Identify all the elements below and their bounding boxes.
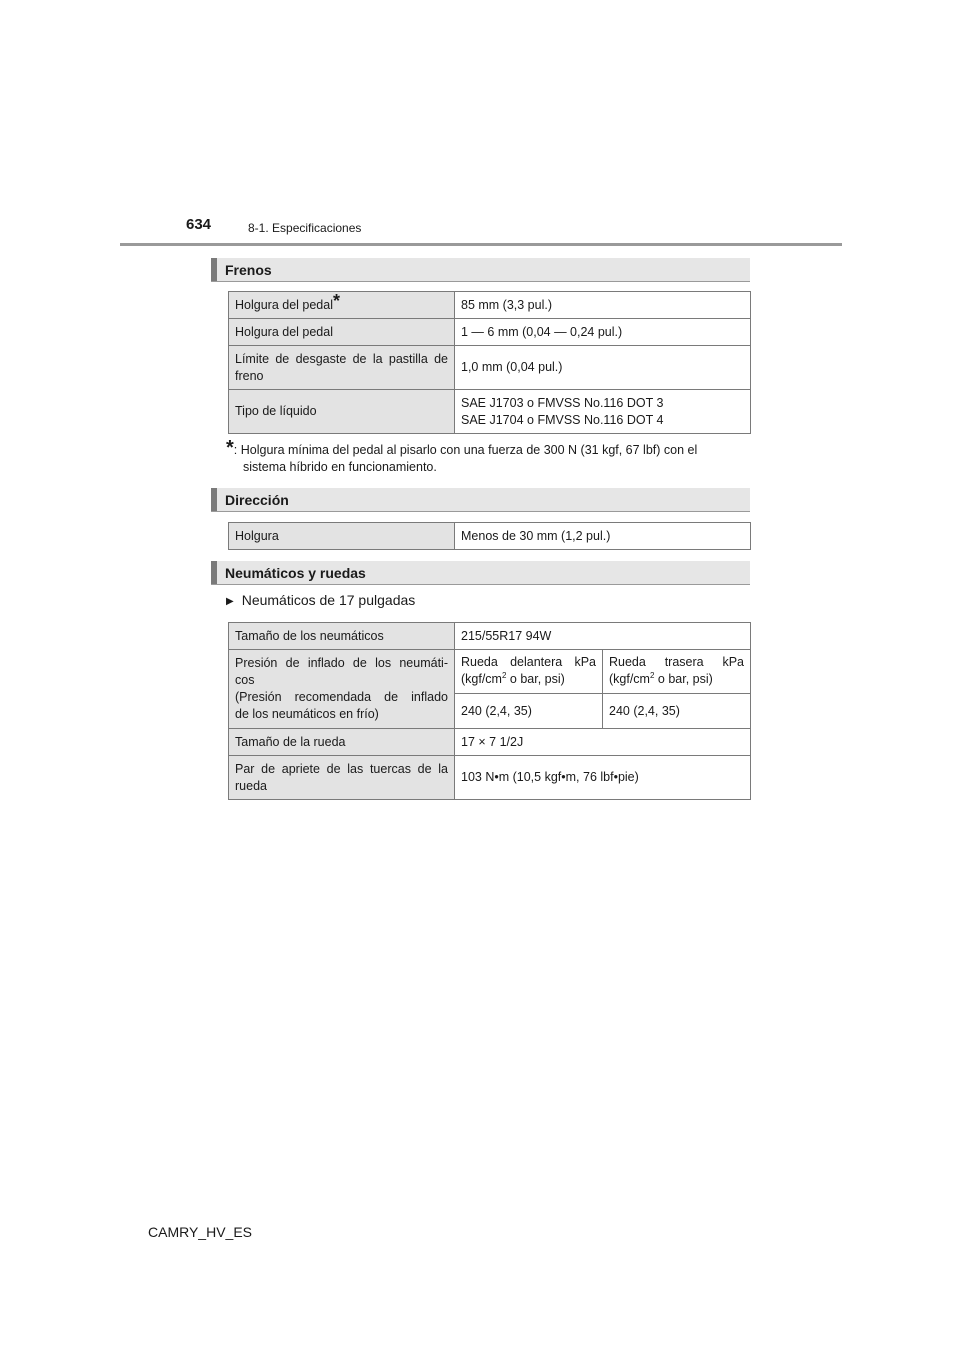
row-value: 1 — 6 mm (0,04 — 0,24 pul.) bbox=[455, 319, 751, 346]
footnote-star: * bbox=[333, 290, 341, 311]
row-label: Par de apriete de las tuercas de la rueda bbox=[229, 756, 455, 800]
neumaticos-title: Neumáticos y ruedas bbox=[225, 565, 366, 581]
frenos-table bbox=[228, 291, 751, 434]
table-row bbox=[229, 650, 751, 694]
table-row bbox=[229, 623, 751, 650]
page-number: 634 bbox=[186, 216, 212, 233]
row-value: 1,0 mm (0,04 pul.) bbox=[455, 346, 751, 390]
row-value: 103 N•m (10,5 kgf•m, 76 lbf•pie) bbox=[455, 756, 751, 800]
row-value: 85 mm (3,3 pul.) bbox=[455, 292, 751, 319]
neumaticos-heading bbox=[211, 561, 750, 585]
row-label: Tamaño de la rueda bbox=[229, 729, 455, 756]
row-label: Holgura del pedal* bbox=[229, 292, 455, 319]
front-wheel-header: Rueda delantera kPa ($kgf/cm^2$ o bar, psi) bbox=[455, 650, 603, 694]
tire-subtitle: ▶ Neumáticos de 17 pulgadas bbox=[226, 592, 416, 608]
row-label: Tipo de líquido bbox=[229, 390, 455, 434]
table-row bbox=[229, 390, 751, 434]
table-row bbox=[229, 756, 751, 800]
table-row bbox=[229, 346, 751, 390]
neumaticos-table bbox=[228, 622, 751, 800]
doc-code: CAMRY_HV_ES bbox=[148, 1224, 253, 1240]
row-label: Tamaño de los neumáticos bbox=[229, 623, 455, 650]
header-rule bbox=[120, 243, 842, 246]
row-label: Holgura bbox=[229, 523, 455, 550]
table-row bbox=[229, 523, 751, 550]
footnote-line-2: sistema híbrido en funcionamiento. bbox=[243, 460, 437, 474]
table-row bbox=[229, 319, 751, 346]
table-row bbox=[229, 292, 751, 319]
footnote-star: * bbox=[226, 437, 234, 459]
front-pressure-value: 240 (2,4, 35) bbox=[455, 694, 603, 729]
section-title: 8-1. Especificaciones bbox=[248, 221, 362, 235]
heading-bar bbox=[211, 258, 217, 281]
row-value: SAE J1703 o FMVSS No.116 DOT 3 SAE J1704 o FMVSS No.116 DOT 4 bbox=[455, 390, 751, 434]
direccion-title: Dirección bbox=[225, 492, 289, 508]
direccion-heading bbox=[211, 488, 750, 512]
frenos-heading bbox=[211, 258, 750, 282]
pressure-label: Presión de inflado de los neumáti- cos (Presión recomendada de inflado de los neumáticos en frío) bbox=[229, 650, 455, 729]
table-row bbox=[229, 729, 751, 756]
frenos-footnote bbox=[226, 437, 750, 476]
heading-bar bbox=[211, 561, 217, 584]
rear-pressure-value: 240 (2,4, 35) bbox=[603, 694, 751, 729]
heading-bar bbox=[211, 488, 217, 511]
footnote-line-1: *: Holgura mínima del pedal al pisarlo con una fuerza de 300 N (31 kgf, 67 lbf) con el bbox=[226, 437, 698, 459]
triangle-right-icon: ▶ bbox=[226, 596, 234, 607]
rear-wheel-header: Rueda trasera kPa ($kgf/cm^2$ o bar, psi) bbox=[603, 650, 751, 694]
row-value: 215/55R17 94W bbox=[455, 623, 751, 650]
row-label: Límite de desgaste de la pastilla de freno bbox=[229, 346, 455, 390]
row-label: Holgura del pedal bbox=[229, 319, 455, 346]
row-value: 17 × 7 1/2J bbox=[455, 729, 751, 756]
direccion-table bbox=[228, 522, 751, 550]
row-value: Menos de 30 mm (1,2 pul.) bbox=[455, 523, 751, 550]
frenos-title: Frenos bbox=[225, 262, 272, 278]
